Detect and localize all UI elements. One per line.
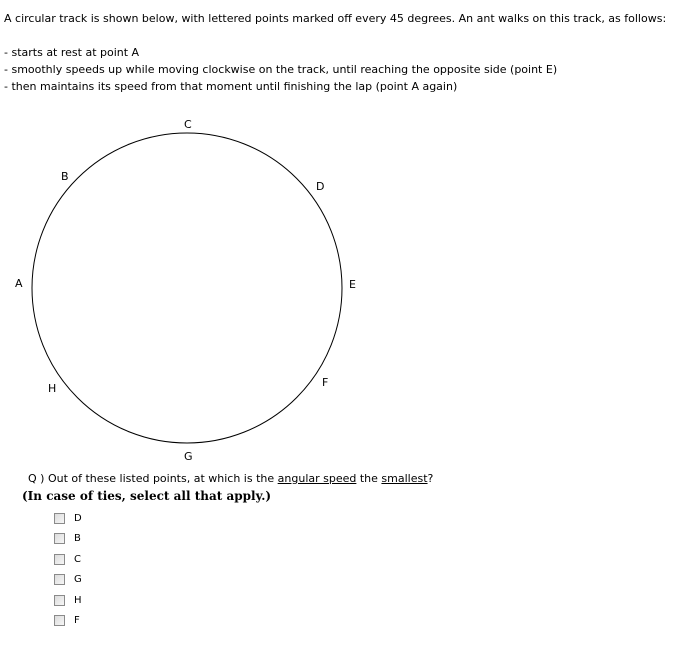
checkbox-f[interactable] bbox=[54, 615, 65, 626]
option-label: D bbox=[74, 512, 82, 524]
point-label-g: G bbox=[184, 450, 193, 463]
option-d bbox=[54, 508, 82, 529]
instruction-item: - smoothly speeds up while moving clockwise on the track, until reaching the opposite side (point E) bbox=[4, 63, 558, 76]
checkbox-d[interactable] bbox=[54, 513, 65, 524]
question-prefix: Q ) bbox=[28, 472, 48, 485]
option-label: F bbox=[74, 615, 80, 627]
option-c bbox=[54, 549, 82, 570]
option-b bbox=[54, 529, 82, 550]
angular-speed-term: angular speed bbox=[277, 472, 357, 485]
question-text: Q ) Out of these listed points, at which is the angular speed the smallest? bbox=[28, 472, 434, 485]
point-label-f: F bbox=[322, 376, 329, 389]
checkbox-h[interactable] bbox=[54, 595, 65, 606]
option-label: C bbox=[74, 553, 81, 565]
option-label: H bbox=[74, 594, 82, 606]
point-label-d: D bbox=[316, 180, 325, 193]
intro-text: A circular track is shown below, with lettered points marked off every 45 degrees. An ant walks on this track, as follows: bbox=[4, 12, 667, 25]
option-label: G bbox=[74, 574, 82, 586]
option-label: B bbox=[74, 533, 81, 545]
circular-track-diagram bbox=[0, 100, 380, 472]
option-h bbox=[54, 590, 82, 611]
checkbox-g[interactable] bbox=[54, 574, 65, 585]
tie-instruction: (In case of ties, select all that apply.) bbox=[22, 489, 272, 503]
point-label-b: B bbox=[61, 170, 69, 183]
option-g bbox=[54, 570, 82, 591]
option-f bbox=[54, 611, 82, 632]
smallest-term: smallest bbox=[381, 472, 428, 485]
point-label-a: A bbox=[15, 277, 23, 290]
point-label-h: H bbox=[48, 382, 57, 395]
checkbox-c[interactable] bbox=[54, 554, 65, 565]
checkbox-b[interactable] bbox=[54, 533, 65, 544]
point-label-e: E bbox=[349, 278, 356, 291]
answer-options bbox=[54, 508, 82, 631]
instruction-item: - starts at rest at point A bbox=[4, 46, 140, 59]
instruction-list bbox=[4, 44, 557, 95]
instruction-item: - then maintains its speed from that moment until finishing the lap (point A again) bbox=[4, 80, 458, 93]
track-circle bbox=[32, 133, 342, 443]
point-label-c: C bbox=[184, 118, 192, 131]
